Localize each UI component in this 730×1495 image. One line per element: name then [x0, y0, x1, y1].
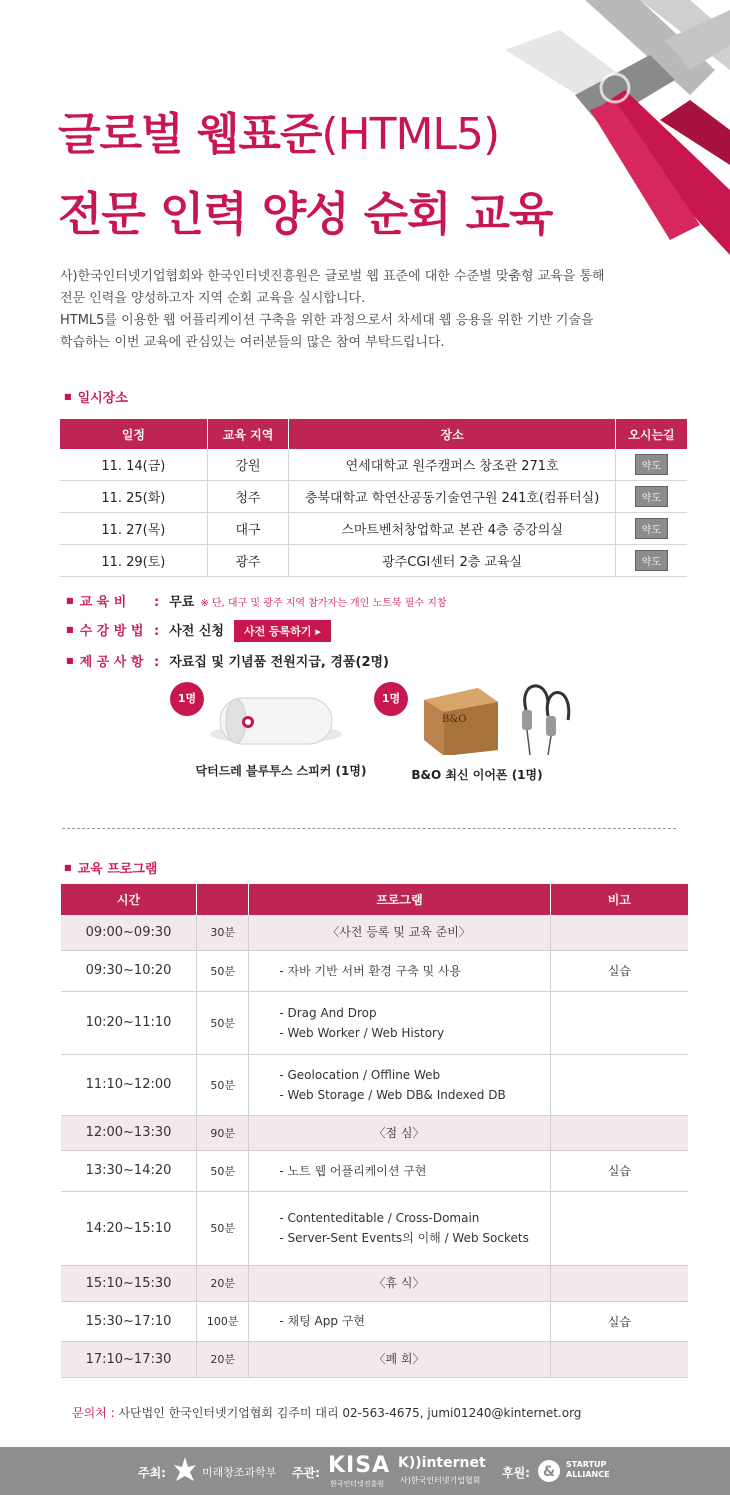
program-time: 09:30~10:20 — [61, 950, 196, 991]
divider — [62, 828, 676, 829]
fee-row — [66, 591, 447, 610]
program-remark — [550, 1341, 688, 1377]
program-items — [249, 1301, 550, 1341]
program-duration: 50분 — [196, 1054, 248, 1115]
schedule-region: 청주 — [207, 481, 289, 513]
prize-count-badge: 1명 — [170, 682, 204, 716]
col-header-region: 교육 지역 — [207, 419, 289, 449]
program-time: 15:30~17:10 — [61, 1301, 196, 1341]
col-header-date: 일정 — [60, 419, 207, 449]
register-button[interactable]: 사전 등록하기 ▸ — [234, 620, 331, 642]
program-item: - 자바 기반 서버 환경 구축 및 사용 — [279, 963, 462, 978]
program-duration: 100분 — [196, 1301, 248, 1341]
table-row — [60, 545, 687, 577]
startup-alliance-text — [566, 1460, 610, 1480]
directions-cell — [615, 513, 687, 545]
provide-value: 자료집 및 기념품 전원지급, 경품(2명) — [169, 655, 389, 670]
intro-text — [60, 266, 640, 354]
schedule-place: 광주CGI센터 2층 교육실 — [289, 545, 616, 577]
col-header-program: 프로그램 — [249, 884, 550, 915]
program-duration: 20분 — [196, 1265, 248, 1301]
method-label: ■ 수 강 방 법 — [66, 620, 154, 639]
table-row — [61, 1115, 688, 1150]
program-remark: 실습 — [550, 1301, 688, 1341]
program-item: - Server-Sent Events의 이해 / Web Sockets — [279, 1231, 529, 1245]
program-item: 〈휴 식〉 — [373, 1276, 425, 1290]
fee-label: ■ 교 육 비 — [66, 591, 154, 610]
program-remark — [550, 1191, 688, 1265]
table-row — [61, 1150, 688, 1191]
host-org: 미래창조과학부 — [202, 1466, 277, 1479]
table-row — [61, 1341, 688, 1377]
kisa-sub: 한국인터넷진흥원 — [330, 1480, 385, 1488]
program-duration: 50분 — [196, 991, 248, 1054]
provide-label: ■ 제 공 사 항 — [66, 651, 154, 670]
footer — [0, 1447, 730, 1495]
fee-value: 무료 — [169, 595, 195, 610]
intro-line: HTML5를 이용한 웹 어플리케이션 구축을 위한 과정으로서 차세대 웹 응용을 위한 기반 기술을 — [60, 313, 594, 328]
program-item: 〈점 심〉 — [373, 1125, 425, 1140]
program-item: 〈폐 회〉 — [373, 1352, 425, 1366]
directions-cell — [615, 545, 687, 577]
ministry-emblem-icon — [172, 1455, 198, 1487]
program-duration: 20분 — [196, 1341, 248, 1377]
kisa-logo: KISA — [328, 1453, 391, 1478]
prize-speaker — [177, 680, 367, 790]
startup-word: STARTUP — [566, 1460, 607, 1469]
col-header-remark: 비고 — [550, 884, 688, 915]
kinternet-logo: K))internet — [398, 1455, 486, 1471]
program-item: - Web Storage / Web DB& Indexed DB — [279, 1087, 506, 1102]
program-remark — [550, 915, 688, 950]
table-row — [61, 1191, 688, 1265]
colon: : — [154, 624, 160, 639]
kinternet-sub: 사)한국인터넷기업협회 — [400, 1476, 481, 1485]
program-duration: 90분 — [196, 1115, 248, 1150]
provide-row — [66, 651, 389, 670]
schedule-date: 11. 29(토) — [60, 545, 207, 577]
col-header-directions: 오시는길 — [615, 419, 687, 449]
program-item: - Drag And Drop — [279, 1005, 377, 1020]
schedule-date: 11. 27(목) — [60, 513, 207, 545]
schedule-table — [60, 419, 687, 577]
method-row — [66, 620, 331, 642]
program-remark — [550, 1054, 688, 1115]
page-title-line2: 전문 인력 양성 순회 교육 — [58, 187, 553, 241]
program-time: 15:10~15:30 — [61, 1265, 196, 1301]
table-row — [61, 1265, 688, 1301]
schedule-place: 충북대학교 학연산공동기술연구원 241호(컴퓨터실) — [289, 481, 616, 513]
program-items — [249, 950, 550, 991]
colon: : — [154, 655, 160, 670]
intro-line: 사)한국인터넷기업협회와 한국인터넷진흥원은 글로벌 웹 표준에 대한 수준별 맞춤형 교육을 통해 — [60, 269, 605, 284]
directions-cell — [615, 481, 687, 513]
program-item: - Contenteditable / Cross-Domain — [279, 1211, 480, 1225]
program-items — [249, 1265, 550, 1301]
program-item: - Geolocation / Offline Web — [279, 1067, 441, 1082]
sponsor-label: 후원: — [502, 1466, 530, 1480]
intro-line: 전문 인력을 양성하고자 지역 순회 교육을 실시합니다. — [60, 291, 366, 306]
map-button[interactable]: 약도 — [635, 486, 668, 507]
table-row — [61, 1301, 688, 1341]
program-duration: 50분 — [196, 1191, 248, 1265]
table-row — [61, 950, 688, 991]
contact-text: 사단법인 한국인터넷기업협회 김주미 대리 02-563-4675, jumi01240@kinternet.org — [118, 1406, 582, 1420]
program-items — [249, 1150, 550, 1191]
program-remark: 실습 — [550, 950, 688, 991]
contact-info — [72, 1404, 581, 1421]
table-row — [61, 1054, 688, 1115]
program-time: 10:20~11:10 — [61, 991, 196, 1054]
svg-text:&: & — [542, 1464, 556, 1480]
host-label: 주최: — [138, 1466, 166, 1480]
program-time: 11:10~12:00 — [61, 1054, 196, 1115]
title-main: 글로벌 웹표준 — [58, 109, 322, 160]
program-item: - Web Worker / Web History — [279, 1025, 445, 1040]
prize-caption: 닥터드레 블루투스 스피커 (1명) — [195, 764, 367, 778]
table-row — [61, 991, 688, 1054]
table-row — [60, 449, 687, 481]
table-row — [60, 513, 687, 545]
program-duration: 30분 — [196, 915, 248, 950]
table-row — [61, 915, 688, 950]
schedule-date: 11. 25(화) — [60, 481, 207, 513]
program-items — [249, 1341, 550, 1377]
program-items — [249, 1115, 550, 1150]
program-item: 〈사전 등록 및 교육 준비〉 — [327, 925, 471, 940]
program-items — [249, 991, 550, 1054]
program-time: 17:10~17:30 — [61, 1341, 196, 1377]
program-remark — [550, 1265, 688, 1301]
startup-alliance-logo-icon — [537, 1459, 561, 1483]
program-item: - 채팅 App 구현 — [279, 1314, 365, 1328]
schedule-region: 광주 — [207, 545, 289, 577]
program-time: 14:20~15:10 — [61, 1191, 196, 1265]
intro-line: 학습하는 이번 교육에 관심있는 여러분들의 많은 참여 부탁드립니다. — [60, 335, 445, 350]
program-section-title: ■ 교육 프로그램 — [64, 858, 157, 877]
contact-label: 문의처 : — [72, 1406, 115, 1420]
box-logo: B&O — [442, 714, 467, 725]
directions-cell — [615, 449, 687, 481]
page-title-line1 — [58, 98, 499, 162]
method-value: 사전 신청 — [169, 624, 224, 639]
colon: : — [154, 595, 160, 610]
program-table — [61, 884, 688, 1378]
title-paren: (HTML5) — [321, 109, 500, 160]
fee-note: ※ 단, 대구 및 광주 지역 참가자는 개인 노트북 필수 지참 — [200, 598, 447, 609]
program-remark — [550, 1115, 688, 1150]
table-row — [60, 481, 687, 513]
program-items — [249, 1054, 550, 1115]
program-remark: 실습 — [550, 1150, 688, 1191]
program-time: 09:00~09:30 — [61, 915, 196, 950]
program-items — [249, 1191, 550, 1265]
program-time: 12:00~13:30 — [61, 1115, 196, 1150]
col-header-duration — [196, 884, 248, 915]
organizer-label: 주관: — [292, 1466, 320, 1480]
map-button[interactable]: 약도 — [635, 454, 668, 475]
prize-count-badge: 1명 — [374, 682, 408, 716]
col-header-place: 장소 — [289, 419, 616, 449]
program-item: - 노트 웹 어플리케이션 구현 — [279, 1163, 427, 1178]
schedule-place: 연세대학교 원주캠퍼스 창조관 271호 — [289, 449, 616, 481]
program-duration: 50분 — [196, 950, 248, 991]
map-button[interactable]: 약도 — [635, 518, 668, 539]
alliance-word: ALLIANCE — [566, 1470, 610, 1479]
schedule-section-title: ■ 일시장소 — [64, 387, 128, 406]
schedule-date: 11. 14(금) — [60, 449, 207, 481]
program-duration: 50분 — [196, 1150, 248, 1191]
program-items — [249, 915, 550, 950]
prize-caption: B&O 최신 이어폰 (1명) — [411, 768, 543, 782]
map-button[interactable]: 약도 — [635, 550, 668, 571]
program-remark — [550, 991, 688, 1054]
schedule-region: 강원 — [207, 449, 289, 481]
prize-earphone — [381, 680, 592, 790]
col-header-time: 시간 — [61, 884, 196, 915]
schedule-region: 대구 — [207, 513, 289, 545]
speaker-image — [206, 692, 346, 752]
program-time: 13:30~14:20 — [61, 1150, 196, 1191]
schedule-place: 스마트벤처창업학교 본관 4층 중강의실 — [289, 513, 616, 545]
